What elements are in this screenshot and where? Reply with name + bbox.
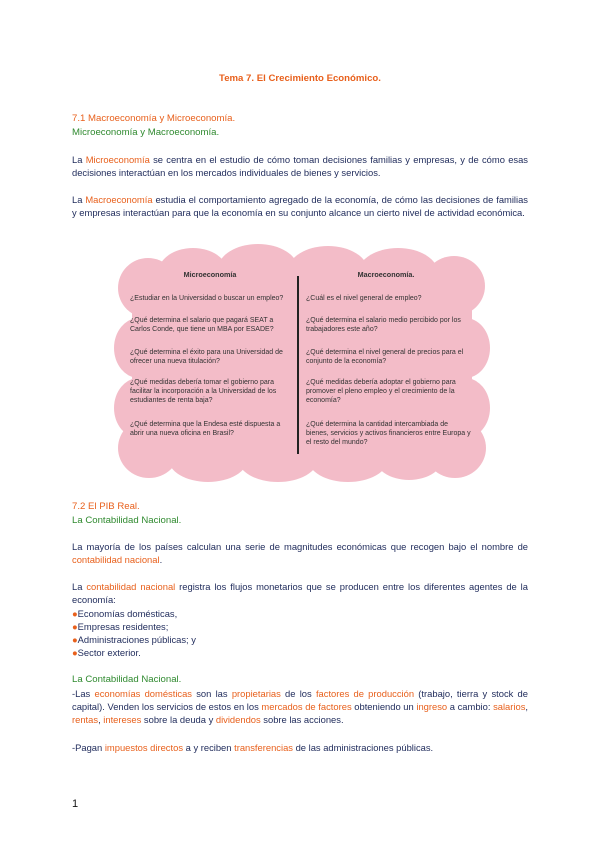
para-text: , <box>525 701 528 712</box>
list-item: ●Empresas residentes; <box>72 621 169 632</box>
table-divider <box>297 276 299 454</box>
para-text: La <box>72 194 86 205</box>
bullet-icon: ● <box>72 634 78 645</box>
term-economias-domesticas: economías domésticas <box>94 688 192 699</box>
para-text: -Pagan <box>72 742 105 753</box>
para-text: son las <box>192 688 232 699</box>
term-ingreso: ingreso <box>416 701 448 712</box>
para-text: La <box>72 154 86 165</box>
bullet-icon: ● <box>72 608 78 619</box>
para-text: . <box>159 554 163 565</box>
para-text: registra los flujos monetarios que se producen entre los diferentes agentes de la economía: <box>72 581 528 605</box>
table-cell-macro-2: ¿Qué determina el salario medio percibido por los trabajadores este año? <box>306 317 461 333</box>
para-text: (trabajo, tierra y stock de capital). Venden los servicios de estos en los <box>72 688 528 712</box>
paragraph-economias-domesticas <box>72 687 528 726</box>
list-item: ●Economías domésticas, <box>72 608 178 619</box>
term-macroeconomia: Macroeconomía <box>85 194 153 205</box>
term-transferencias: transferencias <box>234 742 293 753</box>
para-text: La <box>72 581 87 592</box>
paragraph-magnitudes <box>72 540 528 566</box>
para-text: de los <box>280 688 316 699</box>
para-text: , <box>98 714 104 725</box>
paragraph-impuestos <box>72 741 528 754</box>
term-propietarias: propietarias <box>231 688 281 699</box>
para-text: a cambio: <box>447 701 494 712</box>
section-subheading-micro-macro: Microeconomía y Macroeconomía. <box>72 127 220 138</box>
table-header-macro: Macroeconomía. <box>357 270 415 279</box>
para-text: a y reciben <box>183 742 235 753</box>
term-factores-de-produccion: factores de producción <box>315 688 415 699</box>
paragraph-microeconomia <box>72 153 528 179</box>
list-item: ●Sector exterior. <box>72 647 141 658</box>
table-cell-micro-3: ¿Qué determina el éxito para una Universidad de ofrecer una nueva titulación? <box>130 349 283 365</box>
term-salarios: salarios <box>493 701 526 712</box>
term-contabilidad-nacional: contabilidad nacional <box>72 554 160 565</box>
table-cell-micro-2: ¿Qué determina el salario que pagará SEAT a Carlos Conde, que tiene un MBA por ESADE? <box>130 317 274 333</box>
term-rentas: rentas <box>72 714 99 725</box>
bullet-icon: ● <box>72 647 78 658</box>
para-text: de las administraciones públicas. <box>292 742 434 753</box>
table-cell-micro-4: ¿Qué medidas debería tomar el gobierno para facilitar la incorporación a la Universidad de los estudiantes de renta baja? <box>130 379 277 404</box>
para-text: se centra en el estudio de cómo toman decisiones familias y empresas, y de cómo esas decisiones interactúan en los mercados individuales de bienes y servicios. <box>72 154 528 178</box>
table-cell-macro-3: ¿Qué determina el nivel general de precios para el conjunto de la economía? <box>306 349 464 365</box>
section-heading-7-1: 7.1 Macroeconomía y Microeconomía. <box>72 113 236 124</box>
table-cell-micro-1: ¿Estudiar en la Universidad o buscar un empleo? <box>130 295 284 302</box>
para-text: La mayoría de los países calculan una serie de magnitudes económicas que recogen bajo el nombre de <box>72 541 528 552</box>
table-header-micro: Microeconomía <box>183 270 237 279</box>
term-mercados-de-factores: mercados de factores <box>261 701 352 712</box>
term-intereses: intereses <box>103 714 142 725</box>
para-text: obteniendo un <box>351 701 417 712</box>
section-subheading-contabilidad-2: La Contabilidad Nacional. <box>72 674 182 685</box>
bullet-icon: ● <box>72 621 78 632</box>
document-title: Tema 7. El Crecimiento Económico. <box>219 73 381 84</box>
para-text: estudia el comportamiento agregado de la economía, de cómo las decisiones de familias y empresas interactúan para que la economía en su conjunto alcance un cierto nivel de actividad económica. <box>72 194 528 218</box>
para-text: sobre las acciones. <box>260 714 344 725</box>
table-cell-macro-4: ¿Qué medidas debería adoptar el gobierno para promover el pleno empleo y el crecimiento de la economía? <box>306 379 456 404</box>
para-text: sobre la deuda y <box>141 714 216 725</box>
paragraph-flujos <box>72 580 528 606</box>
term-dividendos: dividendos <box>215 714 261 725</box>
para-text: -Las <box>72 688 95 699</box>
agents-list <box>72 607 528 659</box>
list-item: ●Administraciones públicas; y <box>72 634 196 645</box>
term-impuestos-directos: impuestos directos <box>104 742 184 753</box>
page-number: 1 <box>72 798 79 810</box>
table-cell-micro-5: ¿Qué determina que la Endesa esté dispuesta a abrir una nueva oficina en Brasil? <box>130 421 281 437</box>
table-cell-macro-5: ¿Qué determina la cantidad intercambiada de bienes, servicios y activos financieros entre Europa y el resto del mundo? <box>306 421 471 446</box>
section-subheading-contabilidad: La Contabilidad Nacional. <box>72 515 182 526</box>
term-microeconomia: Microeconomía <box>85 154 150 165</box>
paragraph-macroeconomia <box>72 193 528 219</box>
term-contabilidad-nacional: contabilidad nacional <box>86 581 176 592</box>
table-cell-macro-1: ¿Cuál es el nivel general de empleo? <box>306 295 422 302</box>
section-heading-7-2: 7.2 El PIB Real. <box>72 501 140 512</box>
